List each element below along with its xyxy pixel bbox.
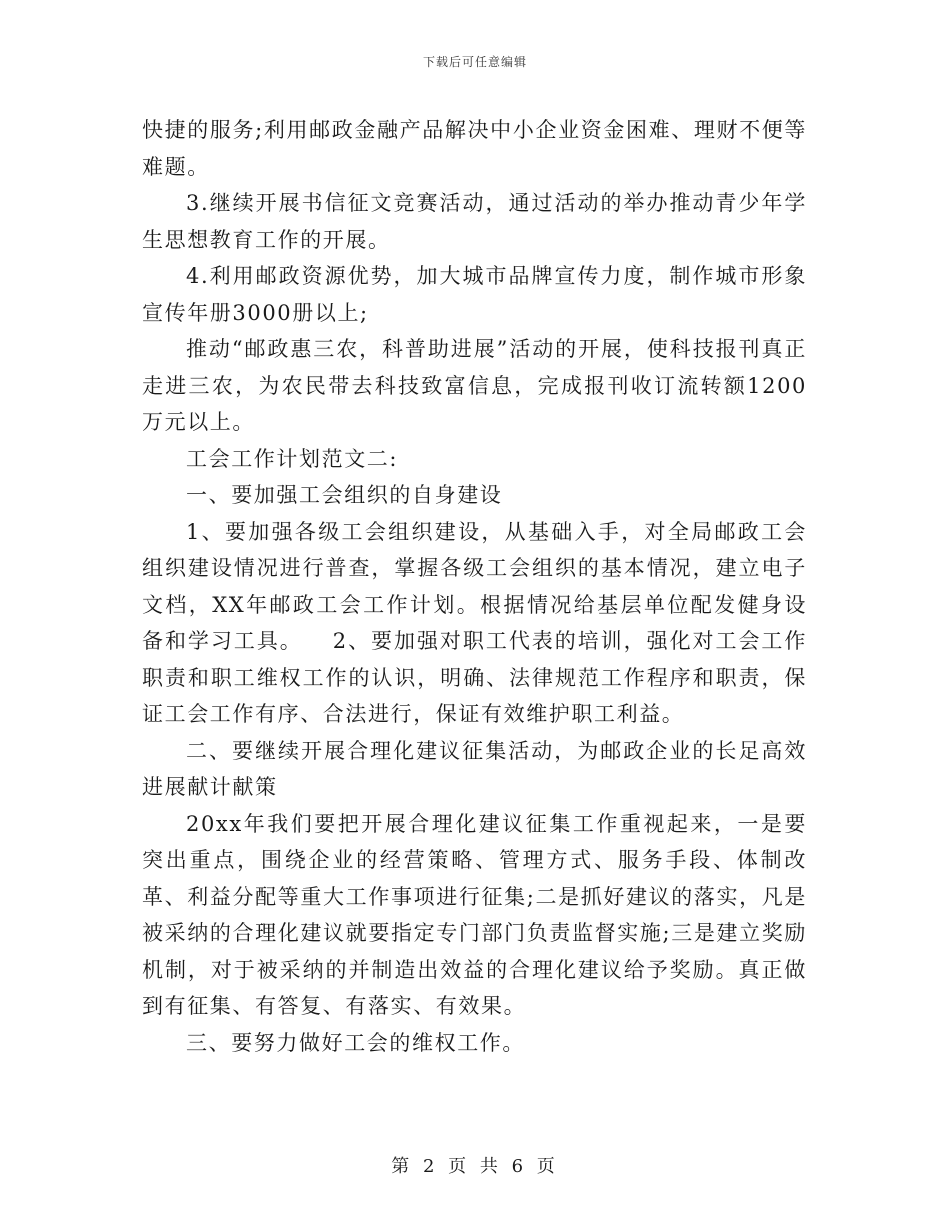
paragraph-7	[142, 514, 807, 733]
paragraph-7-part-1: 1、要加强各级工会组织建设，从基础入手，对全局邮政工会组织建设情况进行普查，掌握各级工会组织的基本情况，建立电子文档，XX年邮政工会工作计划。根据情况给基层单位配发健身设备和学习工具。	[142, 519, 807, 653]
paragraph-2: 3.继续开展书信征文竞赛活动，通过活动的举办推动青少年学生思想教育工作的开展。	[142, 191, 807, 252]
section-heading-plan-two: 工会工作计划范文二:	[186, 446, 399, 471]
paragraph-9: 20xx年我们要把开展合理化建议征集工作重视起来，一是要突出重点，围绕企业的经营策略、管理方式、服务手段、体制改革、利益分配等重大工作事项进行征集;二是抓好建议的落实，凡是被采纳的合理化建议就要指定专门部门负责监督实施;三是建立奖励机制，对于被采纳的并制造出效益的合理化建议给予奖励。真正做到有征集、有答复、有落实、有效果。	[142, 811, 807, 1018]
section-heading-1: 一、要加强工会组织的自身建设	[186, 483, 503, 507]
document-body	[142, 112, 807, 1061]
section-heading-2: 二、要继续开展合理化建议征集活动，为邮政企业的长足高效进展献计献策	[142, 738, 807, 799]
paragraph-3: 4.利用邮政资源优势，加大城市品牌宣传力度，制作城市形象宣传年册3000册以上;	[142, 264, 807, 325]
paragraph-4: 推动“邮政惠三农，科普助进展”活动的开展，使科技报刊真正走进三农，为农民带去科技致富信息，完成报刊收订流转额1200万元以上。	[142, 337, 807, 434]
section-heading-3: 三、要努力做好工会的维权工作。	[186, 1030, 525, 1055]
page-header: 下载后可任意编辑	[422, 55, 527, 69]
page-footer: 第 2 页 共 6 页	[391, 1156, 559, 1177]
paragraph-1: 快捷的服务;利用邮政金融产品解决中小企业资金困难、理财不便等难题。	[142, 118, 807, 179]
paragraph-7-part-2: 2、要加强对职工代表的培训，强化对工会工作职责和职工维权工作的认识，明确、法律规范工作程序和职责，保证工会工作有序、合法进行，保证有效维护职工利益。	[142, 629, 807, 726]
